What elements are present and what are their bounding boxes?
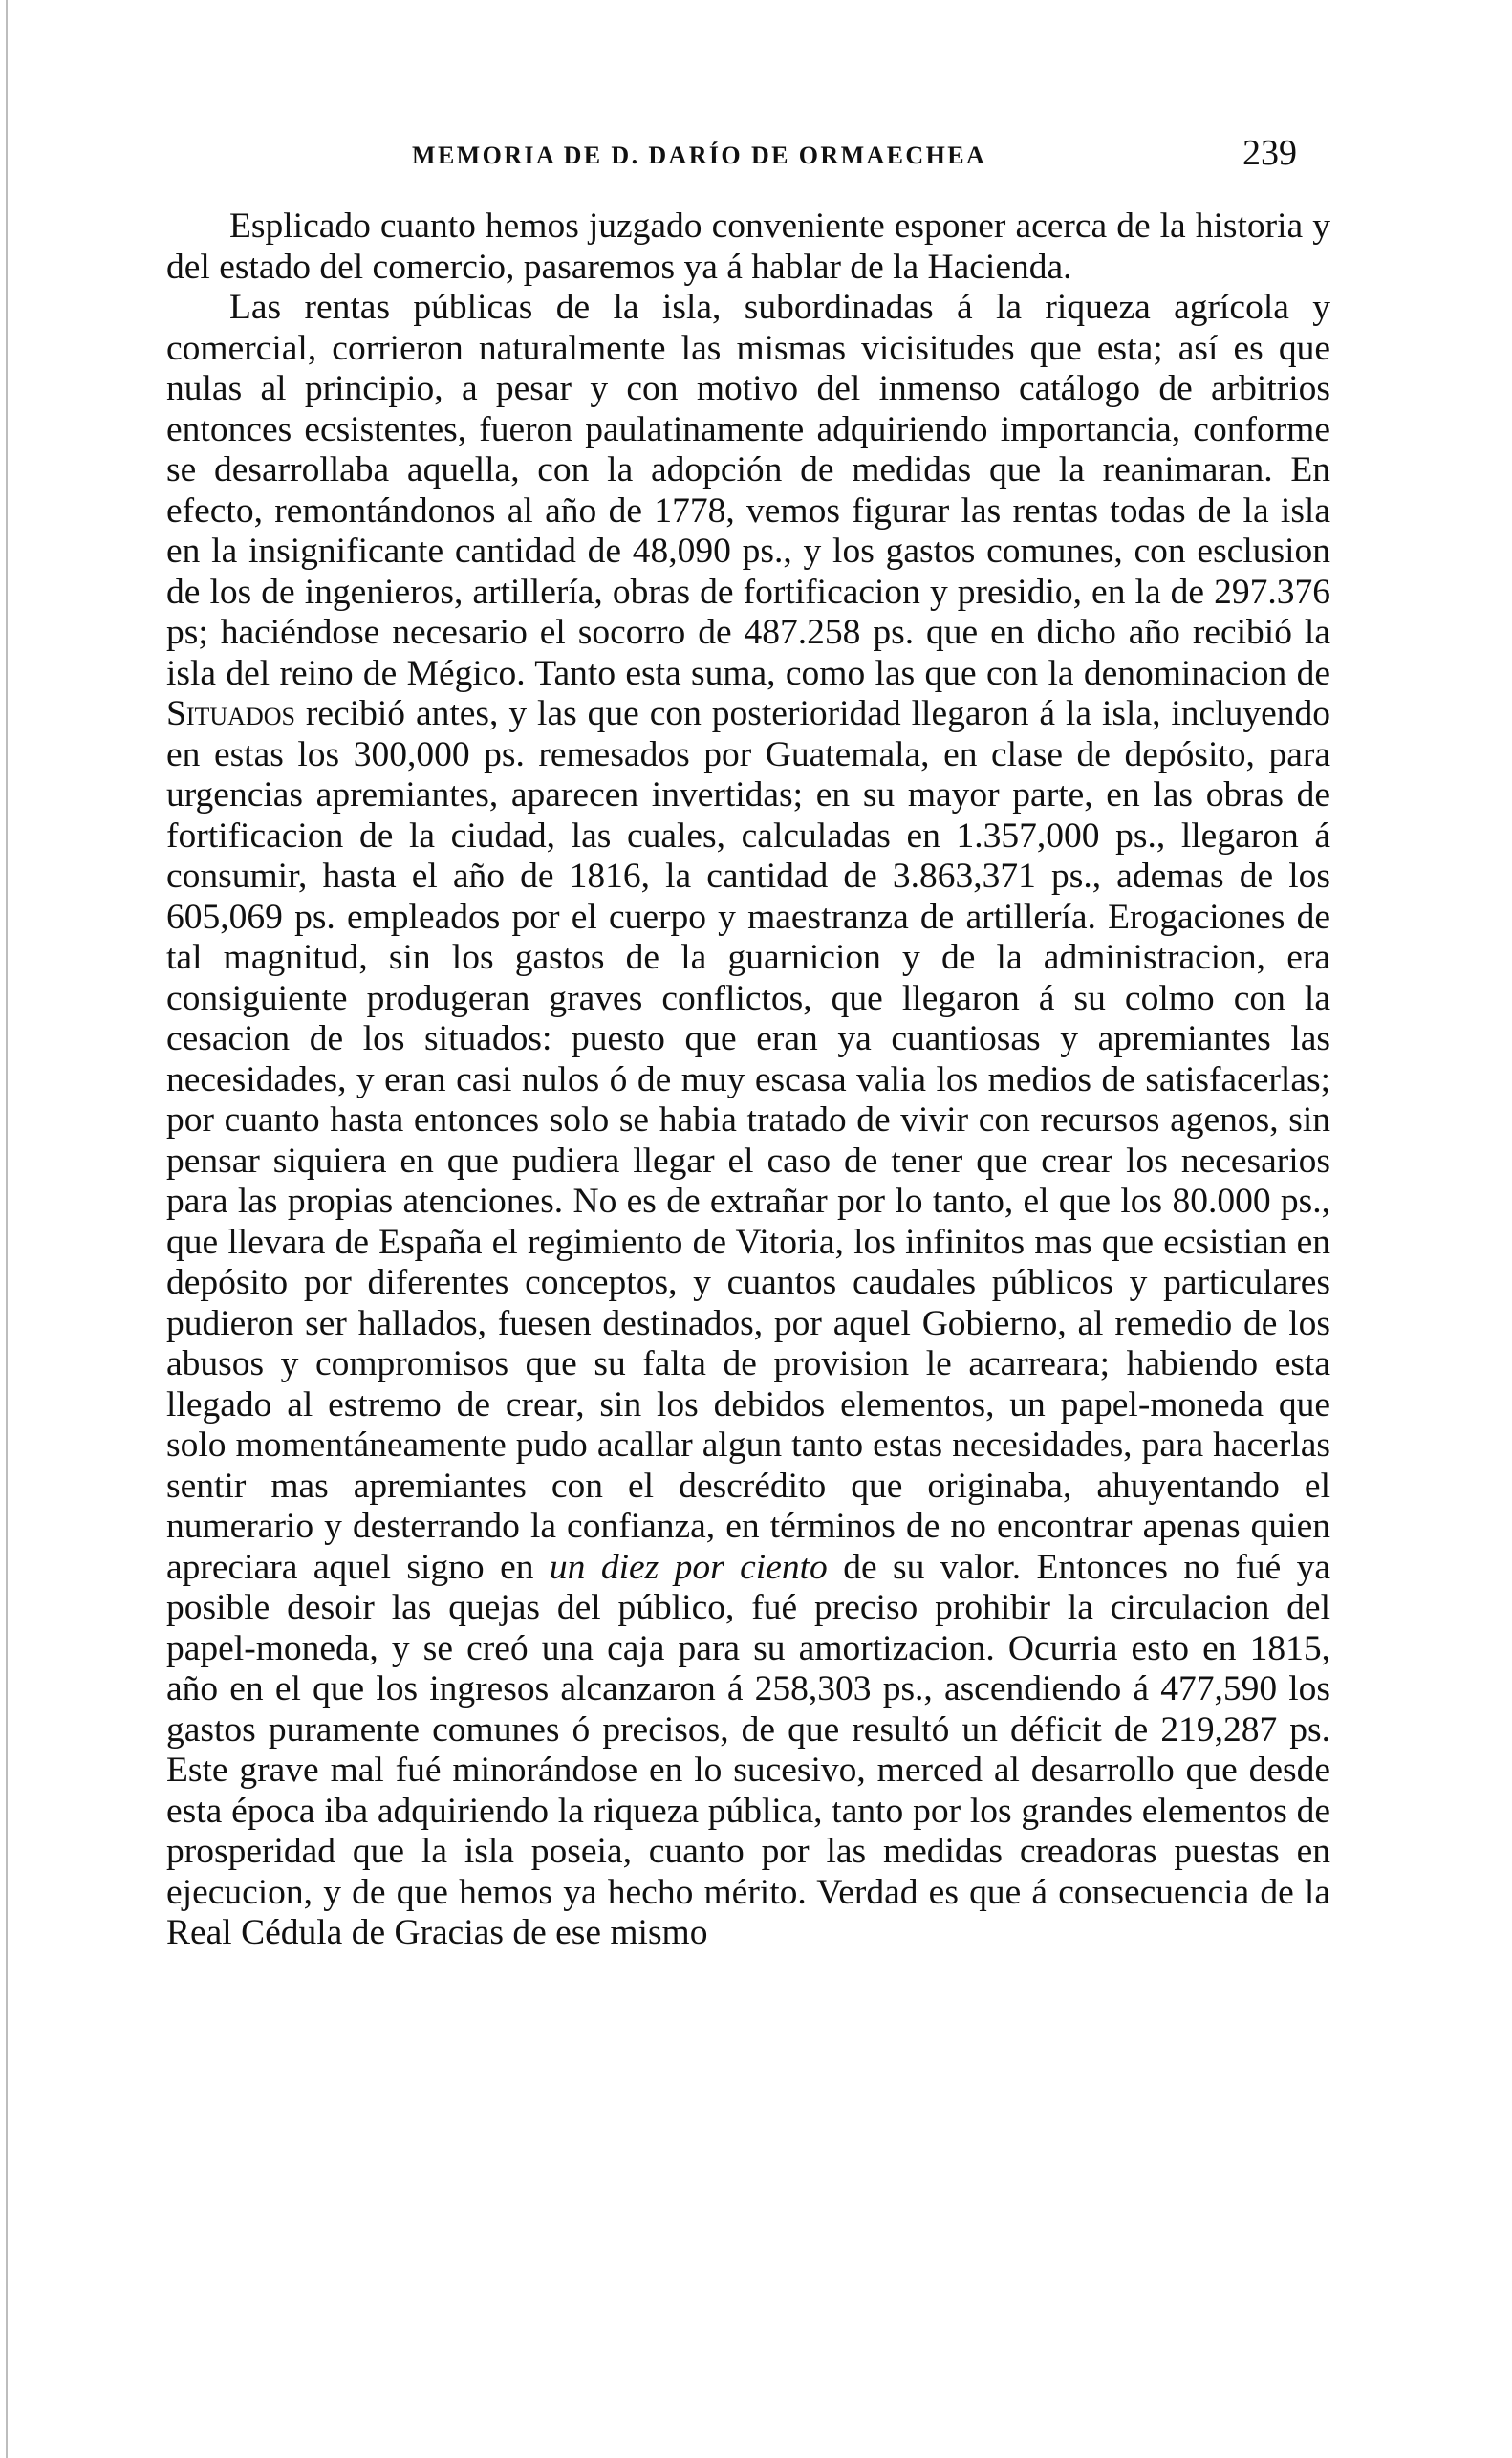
situados-term: Situados bbox=[166, 694, 295, 733]
paragraph-2 bbox=[166, 288, 1330, 1954]
running-head: MEMORIA DE D. DARÍO DE ORMAECHEA bbox=[412, 141, 987, 169]
page-number: 239 bbox=[1242, 133, 1297, 173]
page-header bbox=[412, 132, 1318, 189]
page-edge-line bbox=[6, 0, 8, 2458]
paragraph-2-part-b: recibió antes, y las que con posterioridad llegaron á la isla, incluyendo en estas los 300,000 ps. remesados por Guatemala, en clase de depósito, para urgencias apremiantes, aparecen invertidas; en su mayor parte, en las obras de fortificacion de la ciudad, las cuales, calculadas en 1.357,000 ps., llegaron á consumir, hasta el año de 1816, la cantidad de 3.863,371 ps., ademas de los 605,069 ps. empleados por el cuerpo y maestranza de artillería. Erogaciones de tal magnitud, sin los gastos de la guarnicion y de la administracion, era consiguiente produgeran graves conflictos, que llegaron á su colmo con la cesacion de los situados: puesto que eran ya cuantiosas y apremiantes las necesidades, y eran casi nulos ó de muy escasa valia los medios de satisfacerlas; por cuanto hasta entonces solo se habia tratado de vivir con recursos agenos, sin pensar siquiera en que pudiera llegar el caso de tener que crear los necesarios para las propias atenciones. No es de extrañar por lo tanto, el que los 80.000 ps., que llevara de España el regimiento de Vitoria, los infinitos mas que ecsistian en depósito por diferentes conceptos, y cuantos caudales públicos y particulares pudieron ser hallados, fuesen destinados, por aquel Gobierno, al remedio de los abusos y compromisos que su falta de provision le acarreara; habiendo esta llegado al estremo de crear, sin los debidos elementos, un papel-moneda que solo momentáneamente pudo acallar algun tanto estas necesidades, para hacerlas sentir mas apremiantes con el descrédito que originaba, ahuyentando el numerario y desterrando la confianza, en términos de no encontrar apenas quien apreciara aquel signo en bbox=[166, 694, 1331, 1587]
paragraph-1: Esplicado cuanto hemos juzgado conveniente esponer acerca de la historia y del estado del comercio, pasaremos ya á hablar de la Hacienda. bbox=[166, 207, 1330, 287]
body-text bbox=[166, 207, 1330, 1954]
paragraph-2-part-a: Las rentas públicas de la isla, subordinadas á la riqueza agrícola y comercial, corrieron naturalmente las mismas vicisitudes que esta; así es que nulas al principio, a pesar y con motivo del inmenso catálogo de arbitrios entonces ecsistentes, fueron paulatinamente adquiriendo importancia, conforme se desarrollaba aquella, con la adopción de medidas que la reanimaran. En efecto, remontándonos al año de 1778, vemos figurar las rentas todas de la isla en la insignificante cantidad de 48,090 ps., y los gastos comunes, con esclusion de los de ingenieros, artillería, obras de fortificacion y presidio, en la de 297.376 ps; haciéndose necesario el socorro de 487.258 ps. que en dicho año recibió la isla del reino de Mégico. Tanto esta suma, como las que con la denominacion de bbox=[166, 288, 1330, 693]
italic-phrase: un diez por ciento bbox=[549, 1547, 828, 1587]
paragraph-2-part-c: de su valor. Entonces no fué ya posible desoir las quejas del público, fué preciso prohibir la circulacion del papel-moneda, y se creó una caja para su amortizacion. Ocurria esto en 1815, año en el que los ingresos alcanzaron á 258,303 ps., ascendiendo á 477,590 los gastos puramente comunes ó precisos, de que resultó un déficit de 219,287 ps. Este grave mal fué minorándose en lo sucesivo, merced al desarrollo que desde esta época iba adquiriendo la riqueza pública, tanto por los grandes elementos de prosperidad que la isla poseia, cuanto por las medidas creadoras puestas en ejecucion, y de que hemos ya hecho mérito. Verdad es que á consecuencia de la Real Cédula de Gracias de ese mismo bbox=[166, 1547, 1331, 1952]
